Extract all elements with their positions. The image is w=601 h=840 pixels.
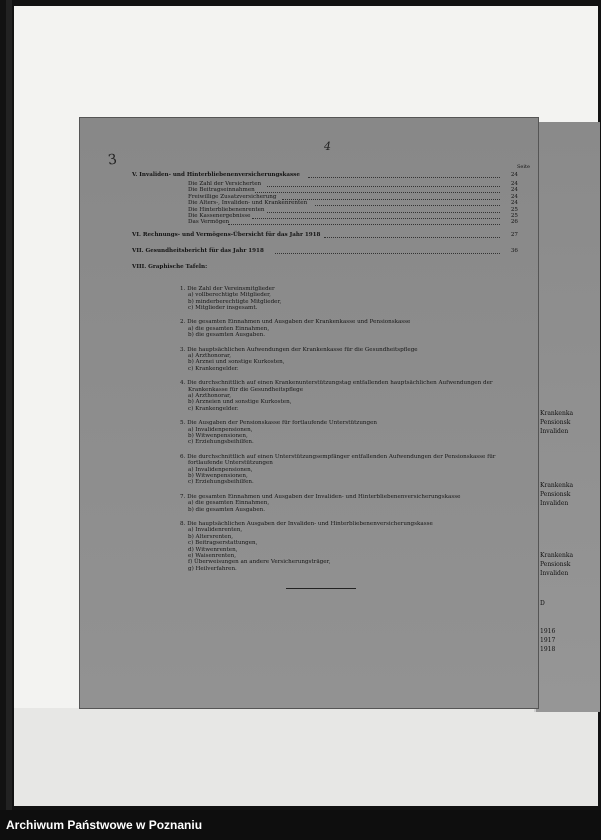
page-number: 25 (510, 206, 518, 213)
plate-item: c) Erziehungsbeihilfen. (188, 439, 254, 446)
adjacent-label: Krankenka (540, 410, 574, 417)
handwritten-mark: 3 (106, 151, 118, 169)
adjacent-page (534, 122, 600, 712)
plate-item: a) Arzthonorar, (188, 393, 231, 399)
plate-item: b) Arzneien und sonstige Kurkosten, (188, 399, 292, 406)
adjacent-label: Krankenka (540, 552, 574, 559)
toc-entry: Die Beitragseinnahmen (188, 187, 255, 194)
page-number: 25 (510, 213, 518, 219)
page-number: 27 (510, 231, 518, 238)
plate-title: 3. Die hauptsächlichen Aufwendungen der Krankenkasse für die Gesundheitspflege (180, 346, 418, 353)
plate-title: 4. Die durchschnittlich auf einen Krankenunterstützungstag entfallenden hauptsächlichen Aufwendungen der (180, 380, 493, 387)
adjacent-label: Invaliden (540, 500, 569, 507)
end-rule (286, 588, 356, 589)
leader-dots (324, 234, 500, 238)
plate-title: 8. Die hauptsächlichen Ausgaben der Invaliden- und Hinterbliebenenversicherungskasse (180, 521, 433, 527)
page-number: 24 (510, 172, 518, 178)
page-number: 24 (510, 181, 518, 187)
page-number: 36 (510, 247, 518, 254)
plate-item: a) Invalidenrenten, (188, 527, 243, 534)
adjacent-letter: D (540, 600, 545, 607)
plate-title: 6. Die durchschnittlich auf einen Unterstützungsempfänger entfallenden Aufwendungen der Pensionskasse für (180, 453, 496, 460)
leader-dots (308, 174, 500, 178)
adjacent-label: Invaliden (540, 428, 569, 435)
plate-item: c) Krankengelder. (188, 365, 239, 372)
table-surface (14, 708, 598, 806)
leader-dots (315, 202, 500, 206)
leader-dots (255, 189, 500, 193)
adjacent-label: Pensionsk (540, 491, 571, 498)
leader-dots (267, 209, 500, 213)
toc-entry: Freiwillige Zusatzversicherung (188, 193, 277, 200)
plate-item: c) Erziehungsbeihilfen. (188, 479, 254, 486)
adjacent-year: 1918 (540, 646, 556, 653)
plate-item: b) Altersrenten, (188, 533, 233, 540)
plate-item: a) die gesamten Einnahmen, (188, 325, 270, 332)
toc-entry: Das Vermögen (188, 219, 230, 226)
section-heading: VI. Rechnungs- und Vermögens-Übersicht für das Jahr 1918 (132, 231, 321, 238)
leader-dots (267, 183, 500, 187)
caption-bar (0, 810, 601, 840)
plate-title-cont: Krankenkasse für die Gesundheitspflege (188, 386, 303, 393)
adjacent-label: Krankenka (540, 482, 574, 489)
adjacent-year: 1916 (540, 628, 556, 635)
leader-dots (282, 196, 500, 200)
plate-title-cont: fortlaufende Unterstützungen (188, 460, 273, 467)
plate-item: b) minderberechtigte Mitglieder, (188, 298, 282, 305)
document-page (80, 118, 538, 708)
plate-item: a) vollberechtigte Mitglieder, (188, 292, 271, 299)
plate-item: b) Witwenpensionen, (188, 473, 248, 479)
page-number: 26 (510, 219, 518, 226)
page-number-mark: 4 (324, 140, 331, 153)
plate-item: c) Beitragserstattungen, (188, 540, 258, 547)
table-of-contents (80, 118, 538, 708)
plate-item: d) Witwenrenten, (188, 546, 238, 553)
leader-dots (228, 221, 500, 225)
toc-entry: Die Kassenergebnisse (188, 213, 251, 219)
plate-item: a) Invalidenpensionen, (188, 426, 253, 433)
adjacent-year: 1917 (540, 637, 556, 644)
film-edge (6, 0, 12, 810)
plate-title: 7. Die gesamten Einnahmen und Ausgaben der Invaliden- und Hinterbliebenenversicherungskasse (180, 493, 461, 500)
toc-entry: Die Alters-, Invaliden- und Krankenrenten (188, 200, 308, 207)
plate-item: f) Überweisungen an andere Versicherungsträger, (188, 559, 331, 566)
plate-title: 5. Die Ausgaben der Pensionskasse für fortlaufende Unterstützungen (180, 420, 378, 427)
toc-entry: Die Zahl der Versicherten (188, 181, 262, 187)
plate-title: 1. Die Zahl der Vereinsmitglieder (180, 285, 275, 292)
plate-title: 2. Die gesamten Einnahmen und Ausgaben der Krankenkasse und Pensionskasse (180, 319, 411, 326)
plate-item: c) Mitglieder insgesamt. (188, 305, 258, 311)
page-number: 24 (510, 193, 518, 200)
leader-dots (252, 215, 500, 219)
page-number: 24 (510, 200, 518, 207)
plate-item: b) Witwenpensionen, (188, 433, 248, 439)
seite-label: Seite (517, 164, 530, 170)
plate-item: a) Invalidenpensionen, (188, 466, 253, 473)
archive-label: Archiwum Państwowe w Poznaniu (6, 818, 203, 832)
adjacent-label: Pensionsk (540, 419, 571, 426)
plate-item: b) die gesamten Ausgaben. (188, 506, 266, 513)
adjacent-label: Invaliden (540, 570, 569, 577)
toc-entry: Die Hinterbliebenenrenten (188, 206, 265, 213)
plate-item: a) die gesamten Einnahmen, (188, 500, 270, 507)
adjacent-label: Pensionsk (540, 561, 571, 568)
section-heading: VII. Gesundheitsbericht für das Jahr 1918 (132, 247, 264, 254)
section-heading: VIII. Graphische Tafeln: (132, 263, 208, 270)
plate-item: g) Heilverfahren. (188, 565, 237, 572)
plate-item: c) Krankengelder. (188, 405, 239, 412)
plate-item: a) Arzthonorar, (188, 353, 231, 359)
leader-dots (275, 250, 500, 254)
plate-item: b) die gesamten Ausgaben. (188, 332, 266, 339)
section-heading: V. Invaliden- und Hinterbliebenenversicherungskasse (132, 172, 300, 178)
plate-item: e) Waisenrenten, (188, 553, 236, 559)
plate-item: b) Arznei und sonstige Kurkosten, (188, 359, 285, 366)
page-number: 24 (510, 187, 518, 194)
